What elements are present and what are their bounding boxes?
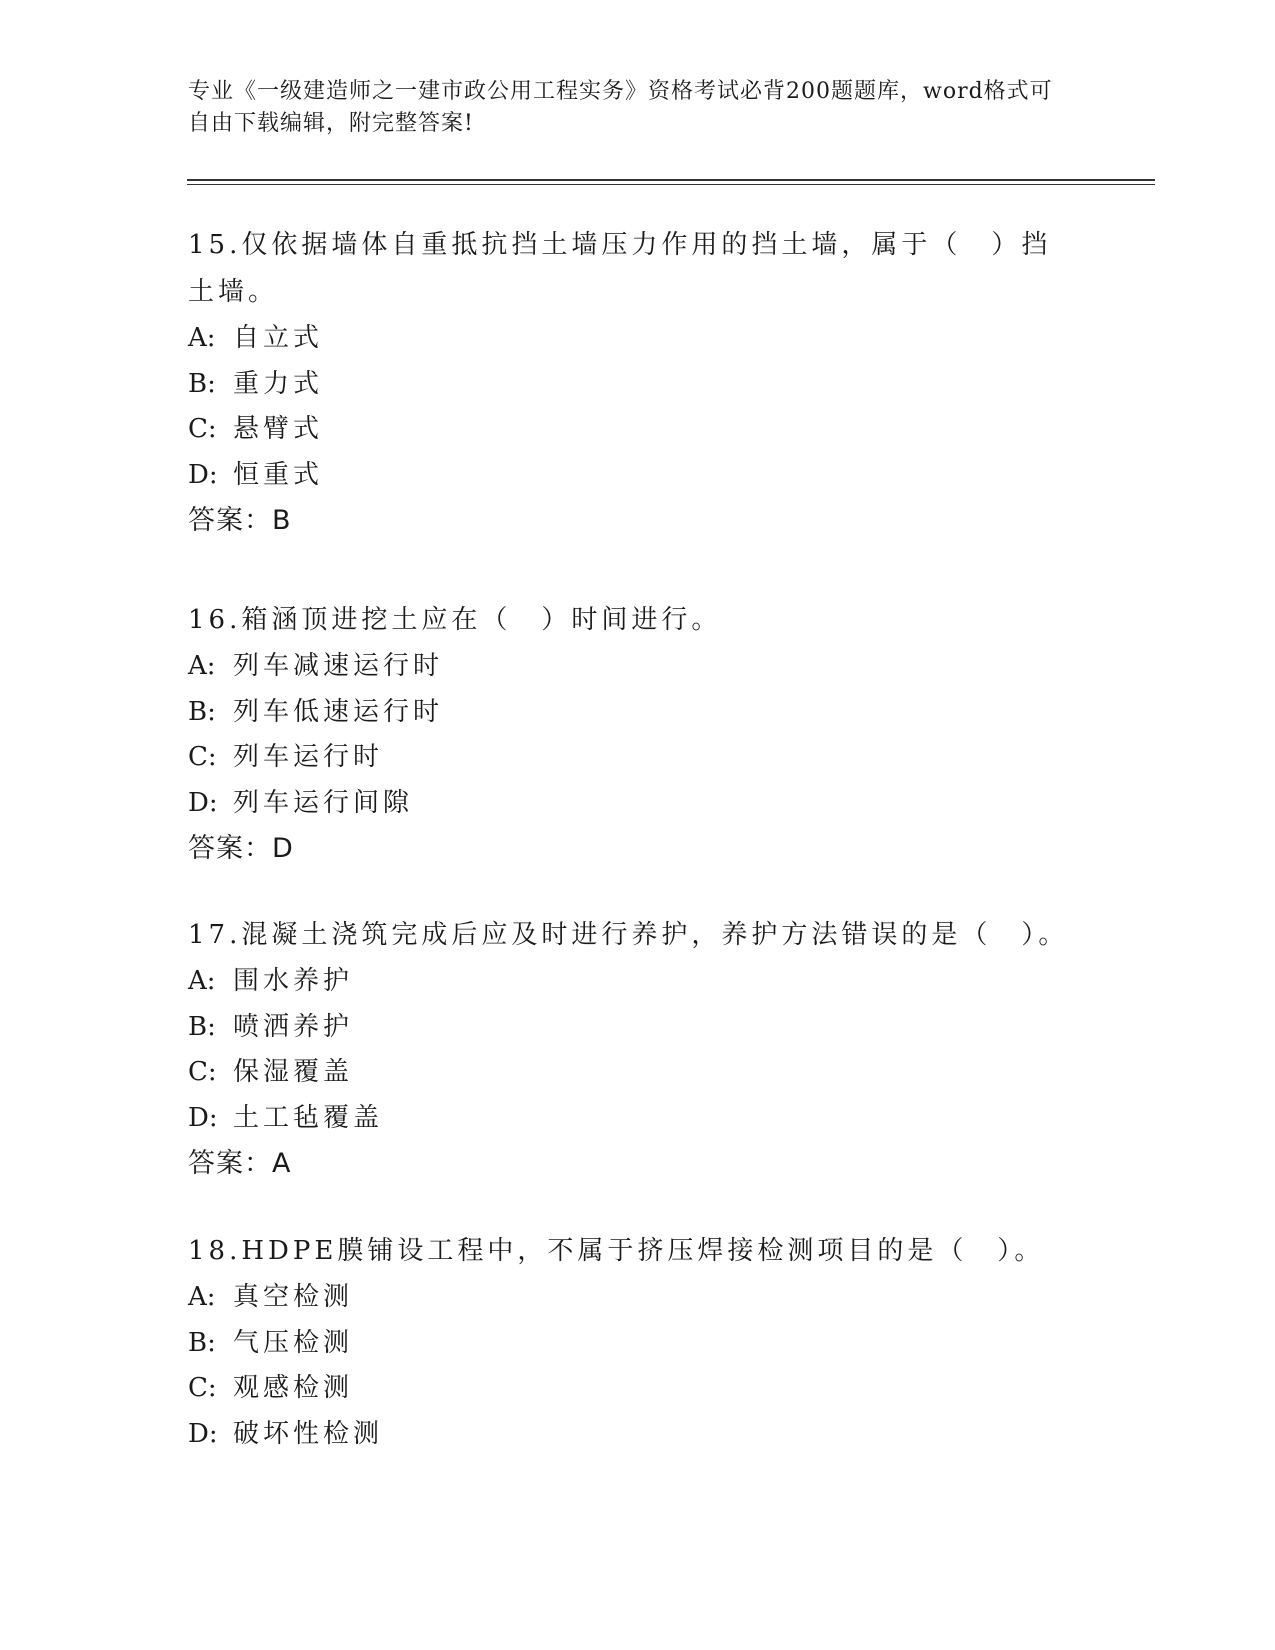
header-divider-thin (187, 184, 1155, 185)
option-text: 喷洒养护 (233, 1011, 354, 1042)
option-c (188, 407, 1088, 453)
question-15 (188, 222, 1088, 544)
option-label: C: (188, 1373, 217, 1403)
option-label: B: (188, 696, 216, 727)
option-text: 恒重式 (233, 459, 324, 490)
question-stem: 18.HDPE膜铺设工程中，不属于挤压焊接检测项目的是（ ）。 (188, 1236, 1045, 1266)
option-c (188, 735, 1088, 781)
option-c (188, 1050, 1088, 1096)
option-text: 自立式 (233, 323, 324, 353)
option-label: C: (188, 742, 217, 772)
answer: 答案：B (188, 505, 292, 536)
header-divider (187, 179, 1155, 181)
option-text: 围水养护 (233, 966, 354, 996)
option-label: D: (188, 459, 218, 490)
question-stem: 16.箱涵顶进挖土应在（ ）时间进行。 (188, 605, 722, 635)
option-text: 观感检测 (233, 1373, 354, 1403)
question-18 (188, 1228, 1088, 1457)
option-label: C: (188, 414, 217, 444)
option-label: B: (188, 368, 216, 399)
option-label: B: (188, 1011, 216, 1042)
option-b (188, 362, 1088, 408)
option-text: 重力式 (233, 368, 324, 399)
option-d (188, 453, 1088, 499)
option-text: 列车运行时 (233, 742, 384, 772)
option-label: D: (188, 1102, 218, 1133)
option-a (188, 316, 1088, 362)
option-label: A: (188, 1282, 216, 1312)
question-17 (188, 912, 1088, 1187)
option-d (188, 1096, 1088, 1142)
answer: 答案：A (188, 1148, 292, 1179)
option-text: 列车减速运行时 (233, 651, 444, 681)
question-16 (188, 597, 1088, 872)
option-text: 悬臂式 (233, 414, 324, 444)
option-label: A: (188, 651, 216, 681)
option-c (188, 1366, 1088, 1412)
option-text: 保湿覆盖 (233, 1057, 354, 1087)
option-d (188, 1412, 1088, 1458)
answer: 答案：D (188, 833, 294, 864)
option-text: 列车运行间隙 (233, 787, 414, 818)
option-b (188, 1005, 1088, 1051)
option-label: D: (188, 1418, 218, 1449)
option-a (188, 1275, 1088, 1321)
question-stem: 15.仅依据墙体自重抵抗挡土墙压力作用的挡土墙，属于（ ）挡土墙。 (188, 230, 1052, 307)
option-text: 真空检测 (233, 1282, 354, 1312)
option-label: C: (188, 1057, 217, 1087)
option-d (188, 781, 1088, 827)
option-text: 列车低速运行时 (233, 696, 444, 727)
document-header: 专业《一级建造师之一建市政公用工程实务》资格考试必背200题题库，word格式可自由下载编辑，附完整答案! (188, 79, 1053, 136)
option-label: A: (188, 966, 216, 996)
option-text: 土工毡覆盖 (233, 1102, 384, 1133)
option-label: B: (188, 1327, 216, 1358)
question-stem: 17.混凝土浇筑完成后应及时进行养护，养护方法错误的是（ ）。 (188, 920, 1069, 950)
option-text: 气压检测 (233, 1327, 354, 1358)
option-a (188, 644, 1088, 690)
option-label: A: (188, 323, 216, 353)
option-label: D: (188, 787, 218, 818)
option-a (188, 959, 1088, 1005)
option-text: 破坏性检测 (233, 1418, 384, 1449)
option-b (188, 1321, 1088, 1367)
option-b (188, 690, 1088, 736)
